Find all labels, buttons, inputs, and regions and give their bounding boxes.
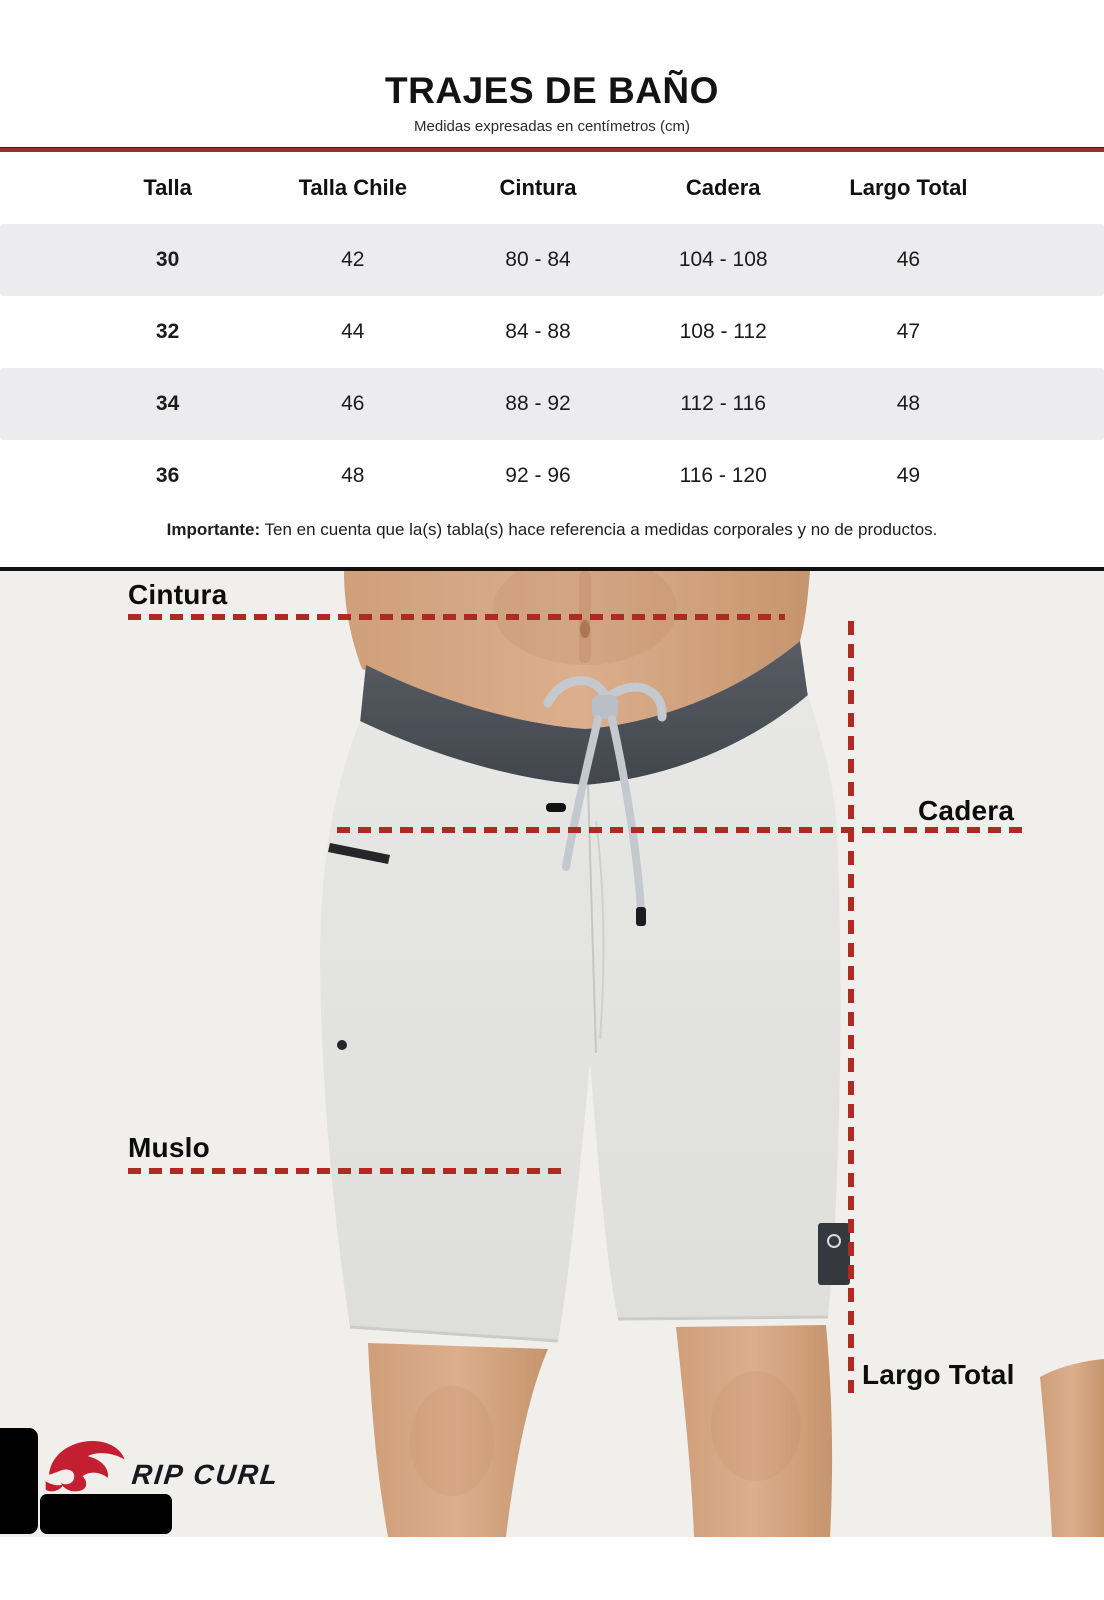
cell-talla-chile: 48: [341, 464, 365, 487]
cadera-dashed-line: [337, 827, 1025, 833]
measurement-label-largo-total: Largo Total: [862, 1359, 1015, 1390]
column-header-cadera: Cadera: [685, 175, 761, 200]
cell-talla-chile: 42: [341, 248, 365, 271]
table-header-row: [0, 152, 1104, 224]
column-header-talla: Talla: [143, 175, 192, 200]
cell-talla: 34: [155, 392, 180, 415]
table-row: [0, 296, 1104, 368]
important-note-label: Importante:: [166, 520, 261, 539]
cell-cadera: 108 - 112: [679, 320, 767, 343]
cintura-dashed-line: [128, 614, 785, 620]
cell-talla-chile: 46: [341, 392, 365, 415]
page-subtitle: Medidas expresadas en centímetros (cm): [414, 118, 690, 135]
muslo-dashed-line: [128, 1168, 565, 1174]
cell-talla-chile: 44: [341, 320, 365, 343]
largo-total-dashed-line: [848, 621, 854, 1393]
size-table: [0, 152, 1104, 512]
column-header-largo-total: Largo Total: [849, 175, 968, 200]
cell-cintura: 80 - 84: [505, 248, 571, 271]
cell-largo-total: 49: [896, 464, 921, 487]
table-row: [0, 440, 1104, 512]
cell-cadera: 116 - 120: [679, 464, 767, 487]
cell-largo-total: 46: [896, 248, 921, 271]
measurement-label-cintura: Cintura: [128, 579, 228, 610]
model-figure: [0, 571, 1104, 1537]
logo-black-block-horizontal: [40, 1494, 172, 1534]
table-row: [0, 224, 1104, 296]
cell-talla: 30: [155, 248, 180, 271]
page-title: TRAJES DE BAÑO: [385, 70, 719, 111]
cell-cintura: 88 - 92: [505, 392, 571, 415]
cell-cintura: 84 - 88: [505, 320, 571, 343]
measurement-label-cadera: Cadera: [918, 795, 1015, 826]
cell-cadera: 104 - 108: [678, 248, 768, 271]
cell-cadera: 112 - 116: [680, 392, 766, 415]
cell-talla: 32: [155, 320, 180, 343]
cell-cintura: 92 - 96: [505, 464, 571, 487]
rip-curl-wave-icon: [44, 1437, 128, 1497]
cell-talla: 36: [155, 464, 180, 487]
table-row: [0, 368, 1104, 440]
logo-black-block-vertical: [0, 1428, 38, 1534]
important-note-text: Ten en cuenta que la(s) tabla(s) hace referencia a medidas corporales y no de productos.: [260, 520, 938, 539]
rip-curl-wordmark: RIP CURL: [130, 1459, 281, 1490]
measurement-label-muslo: Muslo: [128, 1132, 210, 1163]
column-header-cintura: Cintura: [499, 175, 577, 200]
cell-largo-total: 48: [896, 392, 921, 415]
model-photo-section: [0, 571, 1104, 1537]
cell-largo-total: 47: [896, 320, 921, 343]
important-note: [0, 520, 1104, 540]
column-header-talla-chile: Talla Chile: [298, 175, 407, 200]
